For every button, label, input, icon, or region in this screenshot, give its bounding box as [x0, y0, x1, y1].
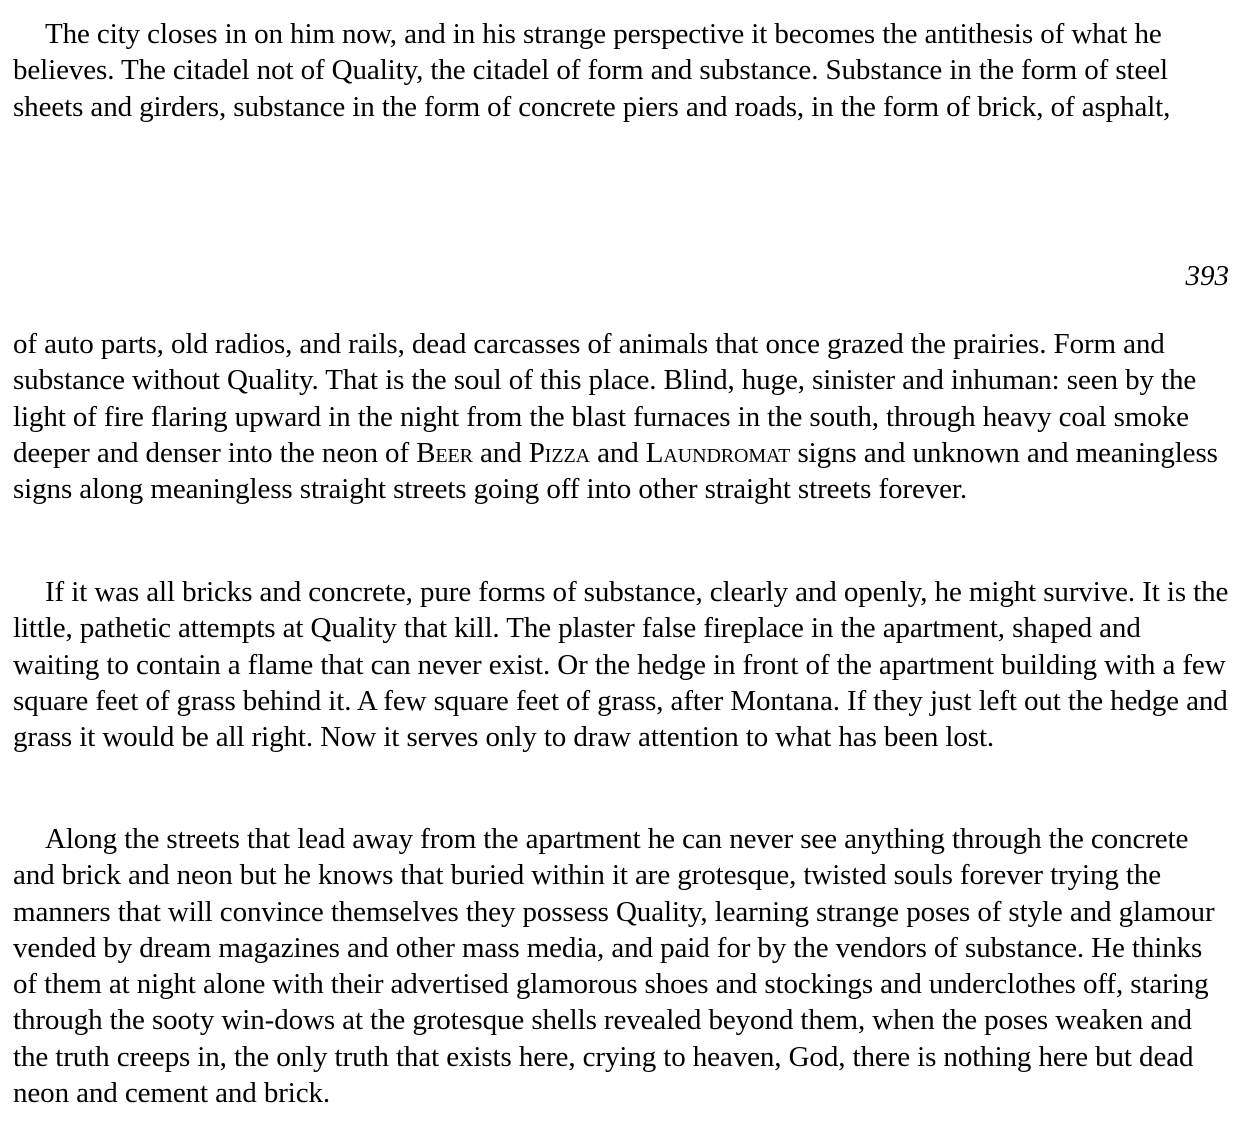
- paragraph-4: Along the streets that lead away from the apartment he can never see anything through the concrete and brick and neon but he knows that buried within it are grotesque, twisted souls forever trying the manners that will convince themselves they possess Quality, learning strange poses of style and glamour vended by dream magazines and other mass media, and paid for by the vendors of substance. He thinks of them at night alone with their advertised glamorous shoes and stockings and underclothes off, staring through the sooty win-dows at the grotesque shells revealed beyond them, when the poses weaken and the truth creeps in, the only truth that exists here, crying to heaven, God, there is nothing here but dead neon and cement and brick.: [13, 823, 1215, 1110]
- paragraph-2-text-b: and: [472, 436, 529, 469]
- paragraph-2-text-a: of auto parts, old radios, and rails, dead carcasses of animals that once grazed the prairies. Form and substance without Quality. That is the soul of this place. Blind, huge, sinister and inhuman: seen by the light of fire flaring upward in the night from the blast furnaces in the south, through heavy coal smoke deeper and denser into the neon of: [13, 328, 1197, 469]
- paragraph-2-text-d: signs and unknown and meaningless signs along meaningless straight streets going off into other straight streets forever.: [13, 436, 1218, 506]
- paragraph-2-text-c: and: [589, 436, 646, 469]
- page-number: 393: [1185, 260, 1229, 292]
- paragraph-3: If it was all bricks and concrete, pure forms of substance, clearly and openly, he might survive. It is the little, pathetic attempts at Quality that kill. The plaster false fireplace in the apartment, shaped and waiting to contain a flame that can never exist. Or the hedge in front of the apartment building with a few square feet of grass behind it. A few square feet of grass, after Montana. If they just left out the hedge and grass it would be all right. Now it serves only to draw attention to what has been lost.: [13, 576, 1229, 754]
- sign-pizza: Pizza: [528, 436, 590, 469]
- sign-laundromat: Laundromat: [645, 436, 791, 469]
- paragraph-2: [13, 326, 1231, 507]
- sign-beer: Beer: [416, 436, 473, 469]
- paragraph-1: The city closes in on him now, and in his strange perspective it becomes the antithesis of what he believes. The citadel not of Quality, the citadel of form and substance. Substance in the form of steel sheets and girders, substance in the form of concrete piers and roads, in the form of brick, of asphalt,: [13, 18, 1171, 123]
